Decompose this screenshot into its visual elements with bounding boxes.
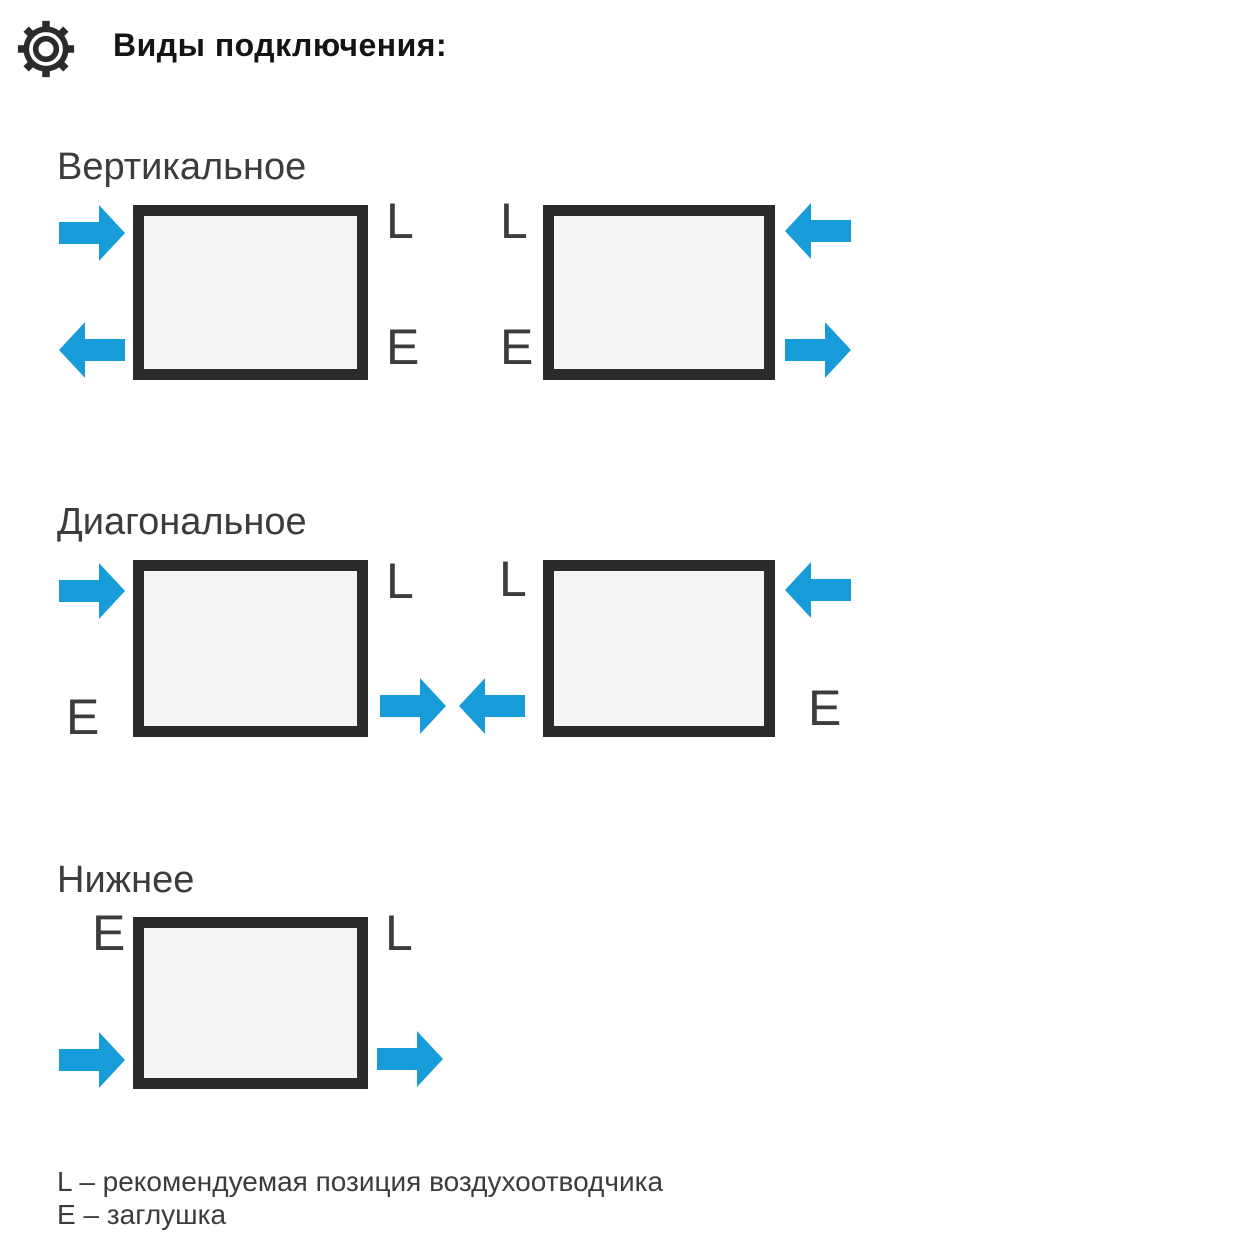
section-title-bottom: Нижнее [57, 859, 195, 901]
outlet-arrow [785, 322, 851, 378]
radiator-box [133, 205, 368, 380]
inlet-arrow [785, 562, 851, 618]
outlet-arrow [59, 322, 125, 378]
port-label-e: E [92, 905, 126, 961]
radiator-box [543, 560, 775, 737]
section-title-diagonal: Диагональное [57, 501, 307, 543]
radiator-box [133, 917, 368, 1089]
legend-line-l: L – рекомендуемая позиция воздухоотводчика [57, 1166, 664, 1197]
inlet-arrow [59, 205, 125, 261]
port-label-e: E [808, 680, 842, 736]
port-label-l: L [385, 905, 413, 961]
outlet-arrow [377, 1031, 443, 1087]
inlet-arrow [59, 1032, 125, 1088]
port-label-e: E [66, 689, 100, 745]
outlet-arrow [380, 678, 446, 734]
inlet-arrow [59, 563, 125, 619]
legend-line-e: E – заглушка [57, 1199, 227, 1230]
port-label-e: E [386, 319, 420, 375]
radiator-box [133, 560, 368, 737]
outlet-arrow [459, 678, 525, 734]
radiator-box [543, 205, 775, 380]
port-label-l: L [499, 551, 527, 607]
port-label-e: E [500, 319, 534, 375]
inlet-arrow [785, 203, 851, 259]
gear-icon [16, 19, 76, 79]
port-label-l: L [386, 193, 414, 249]
port-label-l: L [500, 193, 528, 249]
port-label-l: L [386, 553, 414, 609]
page-title: Виды подключения: [113, 27, 448, 63]
section-title-vertical: Вертикальное [57, 146, 307, 188]
